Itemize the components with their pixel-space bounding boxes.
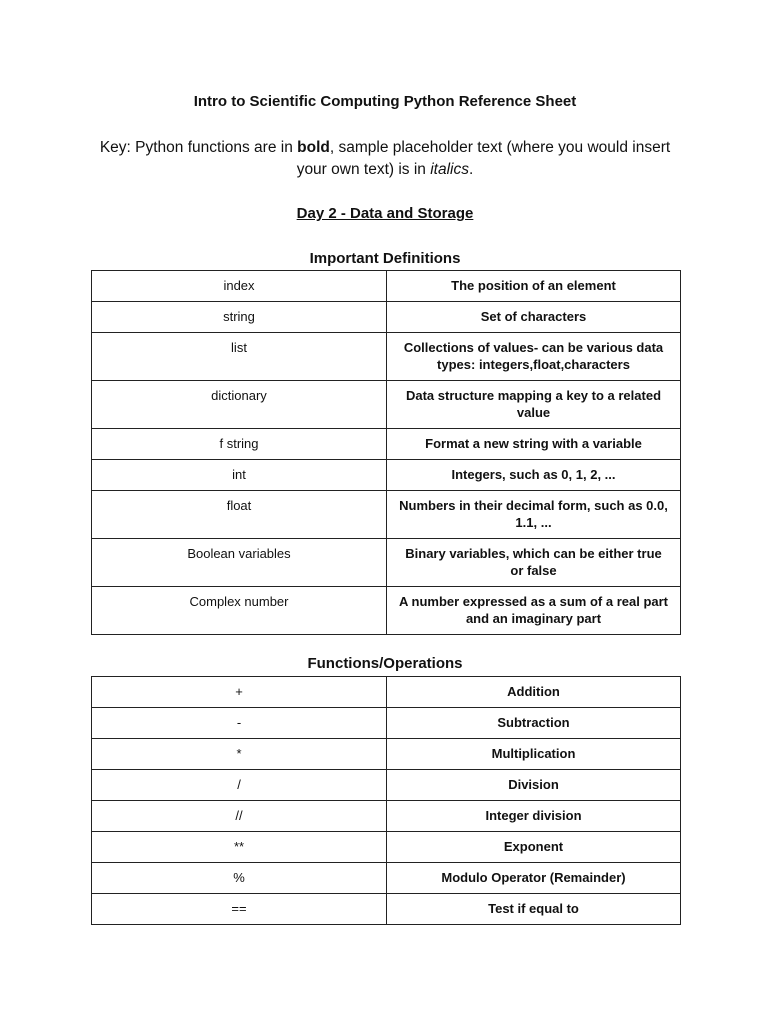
- operator-meaning: Addition: [387, 677, 681, 708]
- operator-symbol: +: [92, 677, 387, 708]
- operator-meaning: Modulo Operator (Remainder): [387, 863, 681, 894]
- table-row: [92, 770, 681, 801]
- key-text-start: Key: Python functions are in: [99, 139, 298, 156]
- definition-text: Collections of values- can be various data types: integers,float,characters: [387, 333, 681, 381]
- table-row: [92, 832, 681, 863]
- definition-text: Format a new string with a variable: [387, 429, 681, 460]
- table-row: [92, 863, 681, 894]
- definition-term: int: [92, 460, 387, 491]
- definition-term: dictionary: [92, 381, 387, 429]
- operator-symbol: /: [92, 770, 387, 801]
- operator-symbol: -: [92, 708, 387, 739]
- operator-meaning: Multiplication: [387, 739, 681, 770]
- day-heading: Day 2 - Data and Storage: [296, 205, 474, 222]
- table-row: [92, 429, 681, 460]
- table-row: [92, 333, 681, 381]
- table-row: [92, 739, 681, 770]
- table-row: [92, 894, 681, 925]
- operator-meaning: Subtraction: [387, 708, 681, 739]
- operator-symbol: *: [92, 739, 387, 770]
- table-row: [92, 302, 681, 333]
- operations-table: [91, 676, 681, 925]
- definitions-heading: Important Definitions: [309, 250, 461, 267]
- operator-meaning: Integer division: [387, 801, 681, 832]
- definition-term: Complex number: [92, 587, 387, 635]
- table-row: [92, 708, 681, 739]
- definition-term: f string: [92, 429, 387, 460]
- definition-text: The position of an element: [387, 271, 681, 302]
- operator-meaning: Test if equal to: [387, 894, 681, 925]
- key-italic-example: italics: [430, 161, 469, 178]
- definition-term: string: [92, 302, 387, 333]
- definition-term: list: [92, 333, 387, 381]
- operator-symbol: **: [92, 832, 387, 863]
- page-title: Intro to Scientific Computing Python Reference Sheet: [193, 93, 577, 110]
- definition-text: Integers, such as 0, 1, 2, ...: [387, 460, 681, 491]
- table-row: [92, 381, 681, 429]
- key-text-middle: , sample placeholder text (where you would insert your own text) is in: [296, 139, 671, 178]
- definition-term: Boolean variables: [92, 539, 387, 587]
- table-row: [92, 271, 681, 302]
- definition-term: float: [92, 491, 387, 539]
- table-row: [92, 677, 681, 708]
- table-row: [92, 491, 681, 539]
- operations-heading: Functions/Operations: [307, 655, 463, 672]
- definition-text: Set of characters: [387, 302, 681, 333]
- key-legend: [90, 137, 680, 181]
- table-row: [92, 587, 681, 635]
- definitions-table: [91, 270, 681, 635]
- table-row: [92, 801, 681, 832]
- operator-meaning: Exponent: [387, 832, 681, 863]
- table-row: [92, 539, 681, 587]
- key-text-end: .: [468, 161, 474, 178]
- table-row: [92, 460, 681, 491]
- definition-term: index: [92, 271, 387, 302]
- operator-symbol: ==: [92, 894, 387, 925]
- operator-symbol: %: [92, 863, 387, 894]
- key-bold-example: bold: [297, 139, 330, 156]
- definition-text: Binary variables, which can be either true or false: [387, 539, 681, 587]
- definition-text: Numbers in their decimal form, such as 0.0, 1.1, ...: [387, 491, 681, 539]
- operator-meaning: Division: [387, 770, 681, 801]
- definition-text: A number expressed as a sum of a real part and an imaginary part: [387, 587, 681, 635]
- definition-text: Data structure mapping a key to a related value: [387, 381, 681, 429]
- operator-symbol: //: [92, 801, 387, 832]
